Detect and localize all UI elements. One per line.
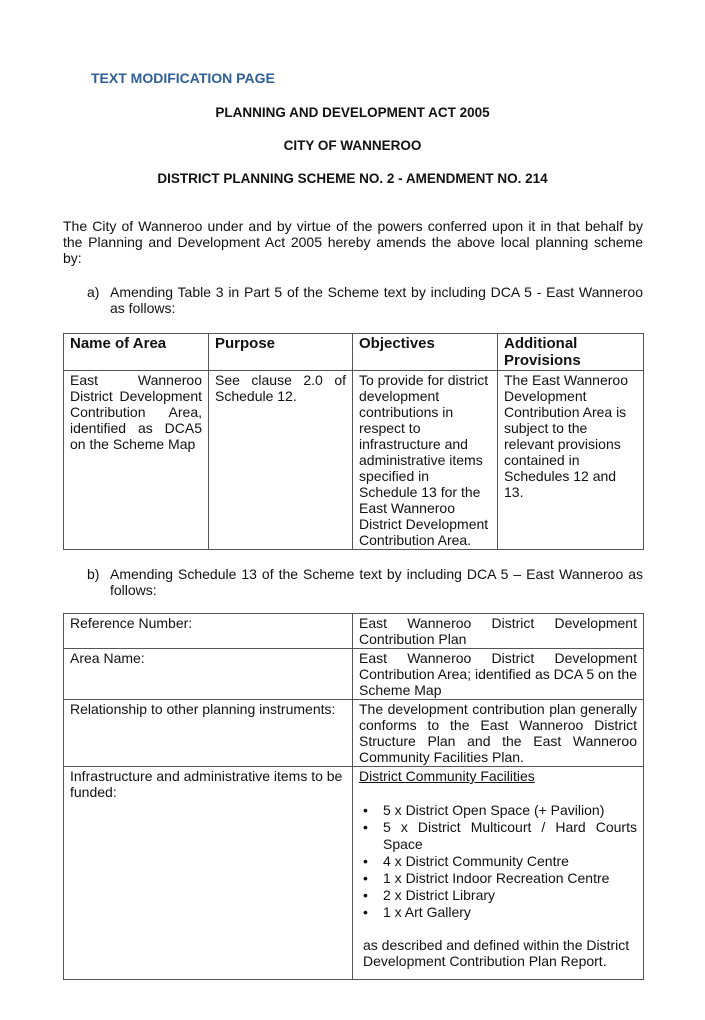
table-3-header-row [64,334,644,371]
list-item: • 5 x District Multicourt / Hard Courts Space [363,819,637,852]
city-title: CITY OF WANNEROO [283,138,422,153]
header-additional-provisions: Additional Provisions [498,334,644,371]
area-name-label: Area Name: [64,649,353,700]
funded-items-footer: as described and defined within the District Development Contribution Plan Report. [363,937,630,969]
list-item: • 1 x District Indoor Recreation Centre [363,870,610,886]
reference-number-value: East Wanneroo District Development Contribution Plan [353,614,644,649]
list-item: • 5 x District Open Space (+ Pavilion) [363,802,605,818]
relationship-value: The development contribution plan generally conforms to the East Wanneroo District Structure Plan and the East Wanneroo Community Facilities Plan. [353,700,644,767]
reference-number-label: Reference Number: [64,614,353,649]
bullet-icon: • [363,853,368,869]
bullet-icon: • [363,802,368,818]
item-b-text: Amending Schedule 13 of the Scheme text by including DCA 5 – East Wanneroo as follows: [110,566,643,598]
relationship-label: Relationship to other planning instruments: [64,700,353,767]
header-purpose: Purpose [209,334,353,371]
table-row [64,649,644,700]
area-name-value: East Wanneroo District Development Contribution Area; identified as DCA 5 on the Scheme Map [353,649,644,700]
cell-objectives: To provide for district development contributions in respect to infrastructure and administrative items specified in Schedule 13 for the East Wanneroo District Development Contribution Area. [353,371,498,550]
table-row [64,614,644,649]
act-title: PLANNING AND DEVELOPMENT ACT 2005 [215,105,490,120]
cell-purpose: See clause 2.0 of Schedule 12. [209,371,353,550]
header-objectives: Objectives [353,334,498,371]
bullet-icon: • [363,904,368,920]
list-item: • 1 x Art Gallery [363,904,471,920]
table-3 [63,333,644,550]
table-row [64,767,644,980]
item-b-label: b) [87,566,100,582]
item-b [87,566,643,598]
bullet-icon: • [363,887,368,903]
bullet-icon: • [363,819,368,835]
scheme-amendment-title: DISTRICT PLANNING SCHEME NO. 2 - AMENDMENT NO. 214 [157,171,548,186]
district-community-facilities-heading: District Community Facilities [359,768,535,784]
header-name-of-area: Name of Area [64,334,209,371]
item-a [87,284,643,316]
cell-additional-provisions: The East Wanneroo Development Contribution Area is subject to the relevant provisions contained in Schedules 12 and 13. [498,371,644,550]
list-item: • 2 x District Library [363,887,496,903]
facilities-list [359,802,637,921]
cell-name-of-area: East Wanneroo District Development Contribution Area, identified as DCA5 on the Scheme Map [64,371,209,550]
funded-items-label: Infrastructure and administrative items to be funded: [64,767,353,980]
table-row [64,700,644,767]
schedule-13-table [63,613,644,980]
bullet-icon: • [363,870,368,886]
funded-items-value [353,767,644,980]
intro-paragraph: The City of Wanneroo under and by virtue of the powers conferred upon it in that behalf by the Planning and Development Act 2005 hereby amends the above local planning scheme by: [63,218,643,266]
list-item: • 4 x District Community Centre [363,853,569,869]
table-row [64,371,644,550]
item-a-text: Amending Table 3 in Part 5 of the Scheme text by including DCA 5 - East Wanneroo as follows: [110,284,643,316]
item-a-label: a) [87,284,100,300]
text-modification-heading: TEXT MODIFICATION PAGE [91,70,275,86]
